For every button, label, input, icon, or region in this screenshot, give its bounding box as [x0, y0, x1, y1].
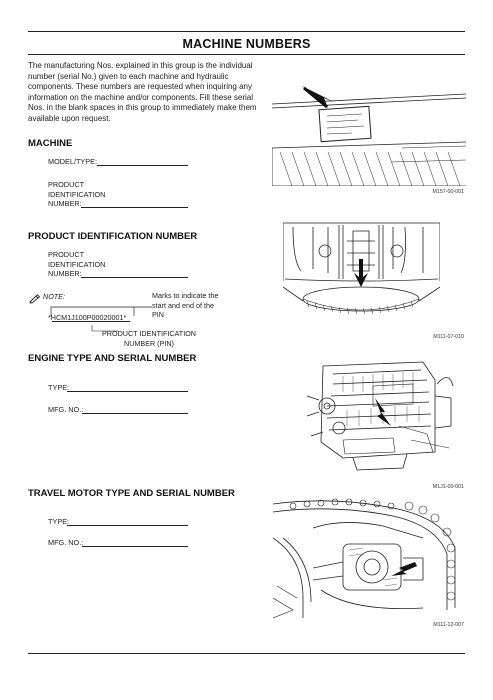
pin-figure-caption: M111-07-010	[433, 334, 464, 340]
model-type-blank[interactable]	[97, 165, 188, 166]
engine-illustration	[303, 356, 455, 474]
note-icon	[29, 291, 41, 301]
machine-pin-label-line2: IDENTIFICATION	[48, 189, 106, 199]
pin-blank[interactable]	[81, 277, 188, 278]
machine-heading: MACHINE	[28, 138, 73, 149]
travel-motor-mfg-blank[interactable]	[82, 546, 188, 547]
machine-pin-blank[interactable]	[81, 207, 188, 208]
top-rule	[28, 31, 465, 32]
engine-mfg-label: MFG. NO.:	[48, 405, 84, 414]
pin-caption-line2: NUMBER (PIN)	[124, 338, 174, 348]
engine-mfg-blank[interactable]	[82, 413, 188, 414]
machine-pin-label-line1: PRODUCT	[48, 180, 85, 189]
engine-type-blank[interactable]	[67, 391, 188, 392]
travel-motor-illustration	[273, 498, 456, 618]
engine-heading: ENGINE TYPE AND SERIAL NUMBER	[28, 353, 197, 364]
marks-bracket	[48, 303, 154, 317]
pin-label-line1: PRODUCT	[48, 250, 85, 259]
travel-motor-type-label: TYPE:	[48, 517, 70, 526]
model-type-label: MODEL/TYPE:	[48, 157, 98, 166]
travel-motor-mfg-label: MFG. NO.:	[48, 538, 84, 547]
engine-figure-caption: M1J1-00-001	[432, 484, 464, 490]
marks-note-line2: start and end of the	[152, 300, 214, 310]
pin-label-line2: IDENTIFICATION	[48, 259, 106, 269]
intro-paragraph: The manufacturing Nos. explained in this group is the individual number (serial No.) given to each machine and hydraulic components. These numbers are requested when inquiring any information on the machine and/or components. Fill these serial Nos. in the blank spaces in this group to immediately make them available upon request.	[28, 61, 257, 123]
pin-caption	[102, 329, 196, 348]
marks-note-line1: Marks to indicate the	[152, 291, 219, 300]
note-label: NOTE:	[43, 292, 65, 301]
title-rule	[28, 54, 465, 55]
travel-motor-heading: TRAVEL MOTOR TYPE AND SERIAL NUMBER	[28, 488, 235, 499]
pin-label	[48, 250, 105, 279]
machine-plate-illustration	[272, 82, 466, 186]
machine-pin-label	[48, 180, 105, 209]
marks-note-line3: PIN	[152, 310, 164, 319]
marks-note	[152, 291, 218, 320]
pin-caption-line1: PRODUCT IDENTIFICATION	[102, 329, 196, 338]
pin-label-line3: NUMBER:	[48, 269, 82, 278]
machine-figure-caption: M157-00-001	[432, 189, 464, 195]
page-title: MACHINE NUMBERS	[182, 37, 311, 51]
travel-motor-type-blank[interactable]	[67, 525, 188, 526]
engine-type-label: TYPE:	[48, 383, 70, 392]
pin-location-illustration	[283, 221, 440, 322]
machine-pin-label-line3: NUMBER:	[48, 199, 82, 208]
pin-heading: PRODUCT IDENTIFICATION NUMBER	[28, 231, 198, 242]
pin-example: *HCM1J100P00020001*	[48, 313, 127, 322]
travel-motor-figure-caption: M111-12-007	[433, 622, 464, 628]
bottom-rule	[28, 653, 465, 654]
